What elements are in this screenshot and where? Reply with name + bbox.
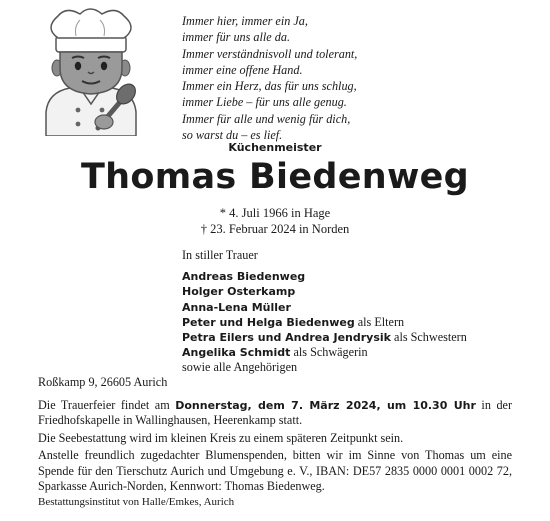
mourner-names: Peter und Helga Biedenweg	[182, 315, 355, 329]
funeral-text-after: in der Friedhofskapelle in Wallinghausen, Heerenkamp statt.	[38, 398, 513, 428]
mourner-relation: als Eltern	[354, 314, 405, 329]
chef-icon	[36, 8, 146, 136]
mourner-row	[182, 315, 522, 330]
memorial-poem	[182, 13, 482, 143]
poem-line: immer Liebe – für uns alle genug.	[182, 95, 347, 110]
poem-line: immer für uns alle da.	[182, 30, 290, 45]
mourner-names: Angelika Schmidt	[182, 346, 291, 360]
life-dates	[0, 205, 550, 237]
poem-line: immer eine offene Hand.	[182, 62, 303, 77]
mourner-relation: als Schwägerin	[290, 345, 368, 360]
profession-title: Küchenmeister	[228, 141, 322, 154]
mourner-row	[182, 345, 522, 360]
mourning-closing: sowie alle Angehörigen	[182, 360, 298, 375]
mourner-row	[182, 330, 522, 345]
mourner-row	[182, 269, 522, 284]
poem-line: Immer verständnisvoll und tolerant,	[182, 46, 358, 61]
death-date: † 23. Februar 2024 in Norden	[200, 222, 350, 236]
mourning-intro: In stiller Trauer	[182, 248, 258, 262]
poem-line: Immer ein Herz, das für uns schlug,	[182, 79, 357, 94]
mourner-names: Petra Eilers und Andrea Jendrysik	[182, 331, 391, 345]
birth-date: * 4. Juli 1966 in Hage	[219, 206, 331, 220]
burial-note: Die Seebestattung wird im kleinen Kreis zu einem späteren Zeitpunkt sein.	[38, 430, 404, 445]
mourners-list	[182, 248, 522, 376]
family-address: Roßkamp 9, 26605 Aurich	[38, 375, 168, 389]
donation-note: Anstelle freundlich zugedachter Blumenspenden, bitten wir im Sinne von Thomas um eine Spende für den Tierschutz Aurich und Umgebung e. V., IBAN: DE57 2835 0000 0001 0002 72, Sparkasse Aurich-Norden, Kennwort: Thomas Biedenweg.	[38, 448, 512, 494]
funeral-paragraph	[38, 398, 512, 429]
poem-line: Immer für alle und wenig für dich,	[182, 111, 351, 126]
funeral-text-before: Die Trauerfeier findet am	[38, 398, 176, 412]
funeral-information	[38, 398, 512, 496]
mourner-relation: als Schwestern	[390, 330, 467, 345]
poem-line: Immer hier, immer ein Ja,	[182, 14, 308, 28]
undertaker-credit: Bestattungsinstitut von Halle/Emkes, Aurich	[38, 496, 235, 508]
mourner-row	[182, 300, 522, 315]
mourner-names: Anna-Lena Müller	[182, 300, 291, 314]
mourner-names: Holger Osterkamp	[182, 285, 296, 299]
mourner-row	[182, 284, 522, 299]
mourner-names: Andreas Biedenweg	[182, 270, 306, 284]
deceased-name: Thomas Biedenweg	[81, 157, 469, 197]
poem-line: so warst du – es lief.	[182, 128, 283, 143]
funeral-datetime: Donnerstag, dem 7. März 2024, um 10.30 Uhr	[175, 399, 476, 412]
